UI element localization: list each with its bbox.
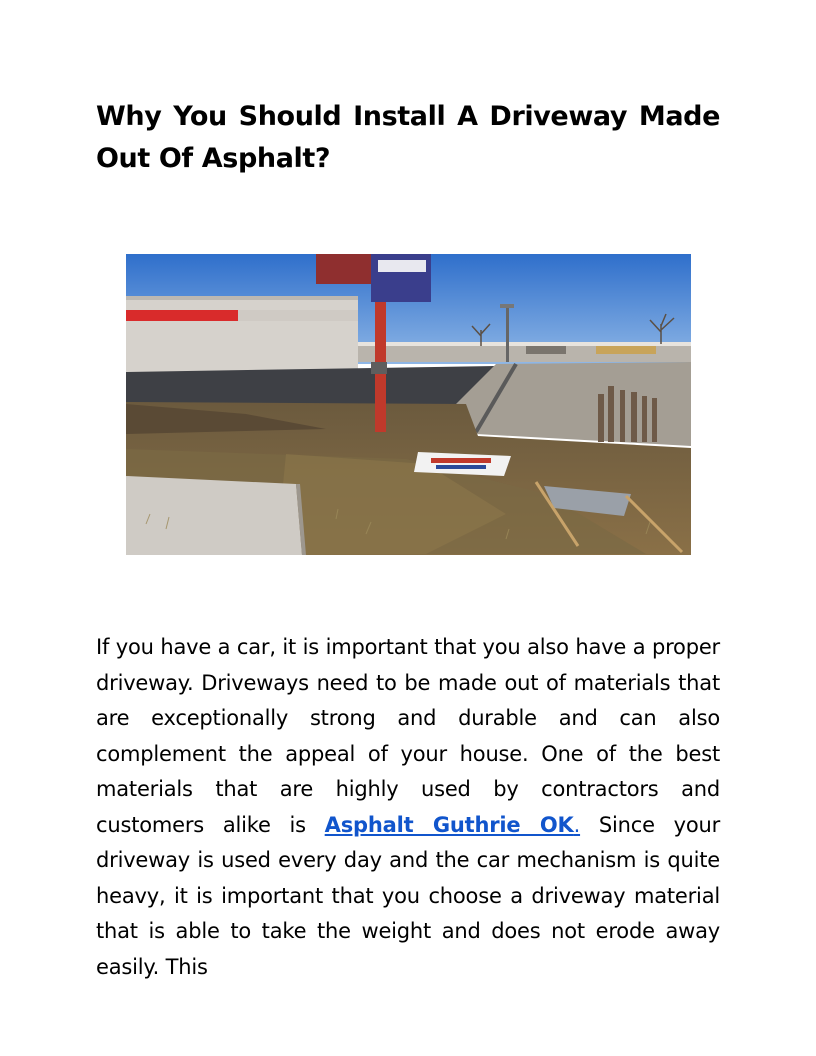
building-stripe [126, 310, 238, 321]
document-title: Why You Should Install A Driveway Made Out Of Asphalt? [96, 101, 720, 174]
yard-sign [414, 452, 511, 476]
concrete-slab [126, 476, 302, 555]
asphalt-guthrie-link[interactable]: Asphalt Guthrie OK [324, 812, 574, 837]
driveway-photo [126, 254, 691, 555]
asphalt-lot [126, 366, 496, 404]
paragraph-text-after-link: Since your driveway is used every day and the car mechanism is quite heavy, it is important that you choose a driveway material that is able to take the weight and does not erode away easily. This [96, 812, 721, 979]
paragraph-text-before-link: If you have a car, it is important that you also have a proper driveway. Driveways need to be made out of materials that are exceptionally strong and durable and can also complement the appeal of your house. One of the best materials that are highly used by contractors and customers alike is [96, 635, 720, 837]
sign-pole [375, 282, 386, 432]
body-paragraph [96, 630, 720, 985]
link-period[interactable]: . [573, 812, 581, 837]
store-building [126, 296, 358, 372]
